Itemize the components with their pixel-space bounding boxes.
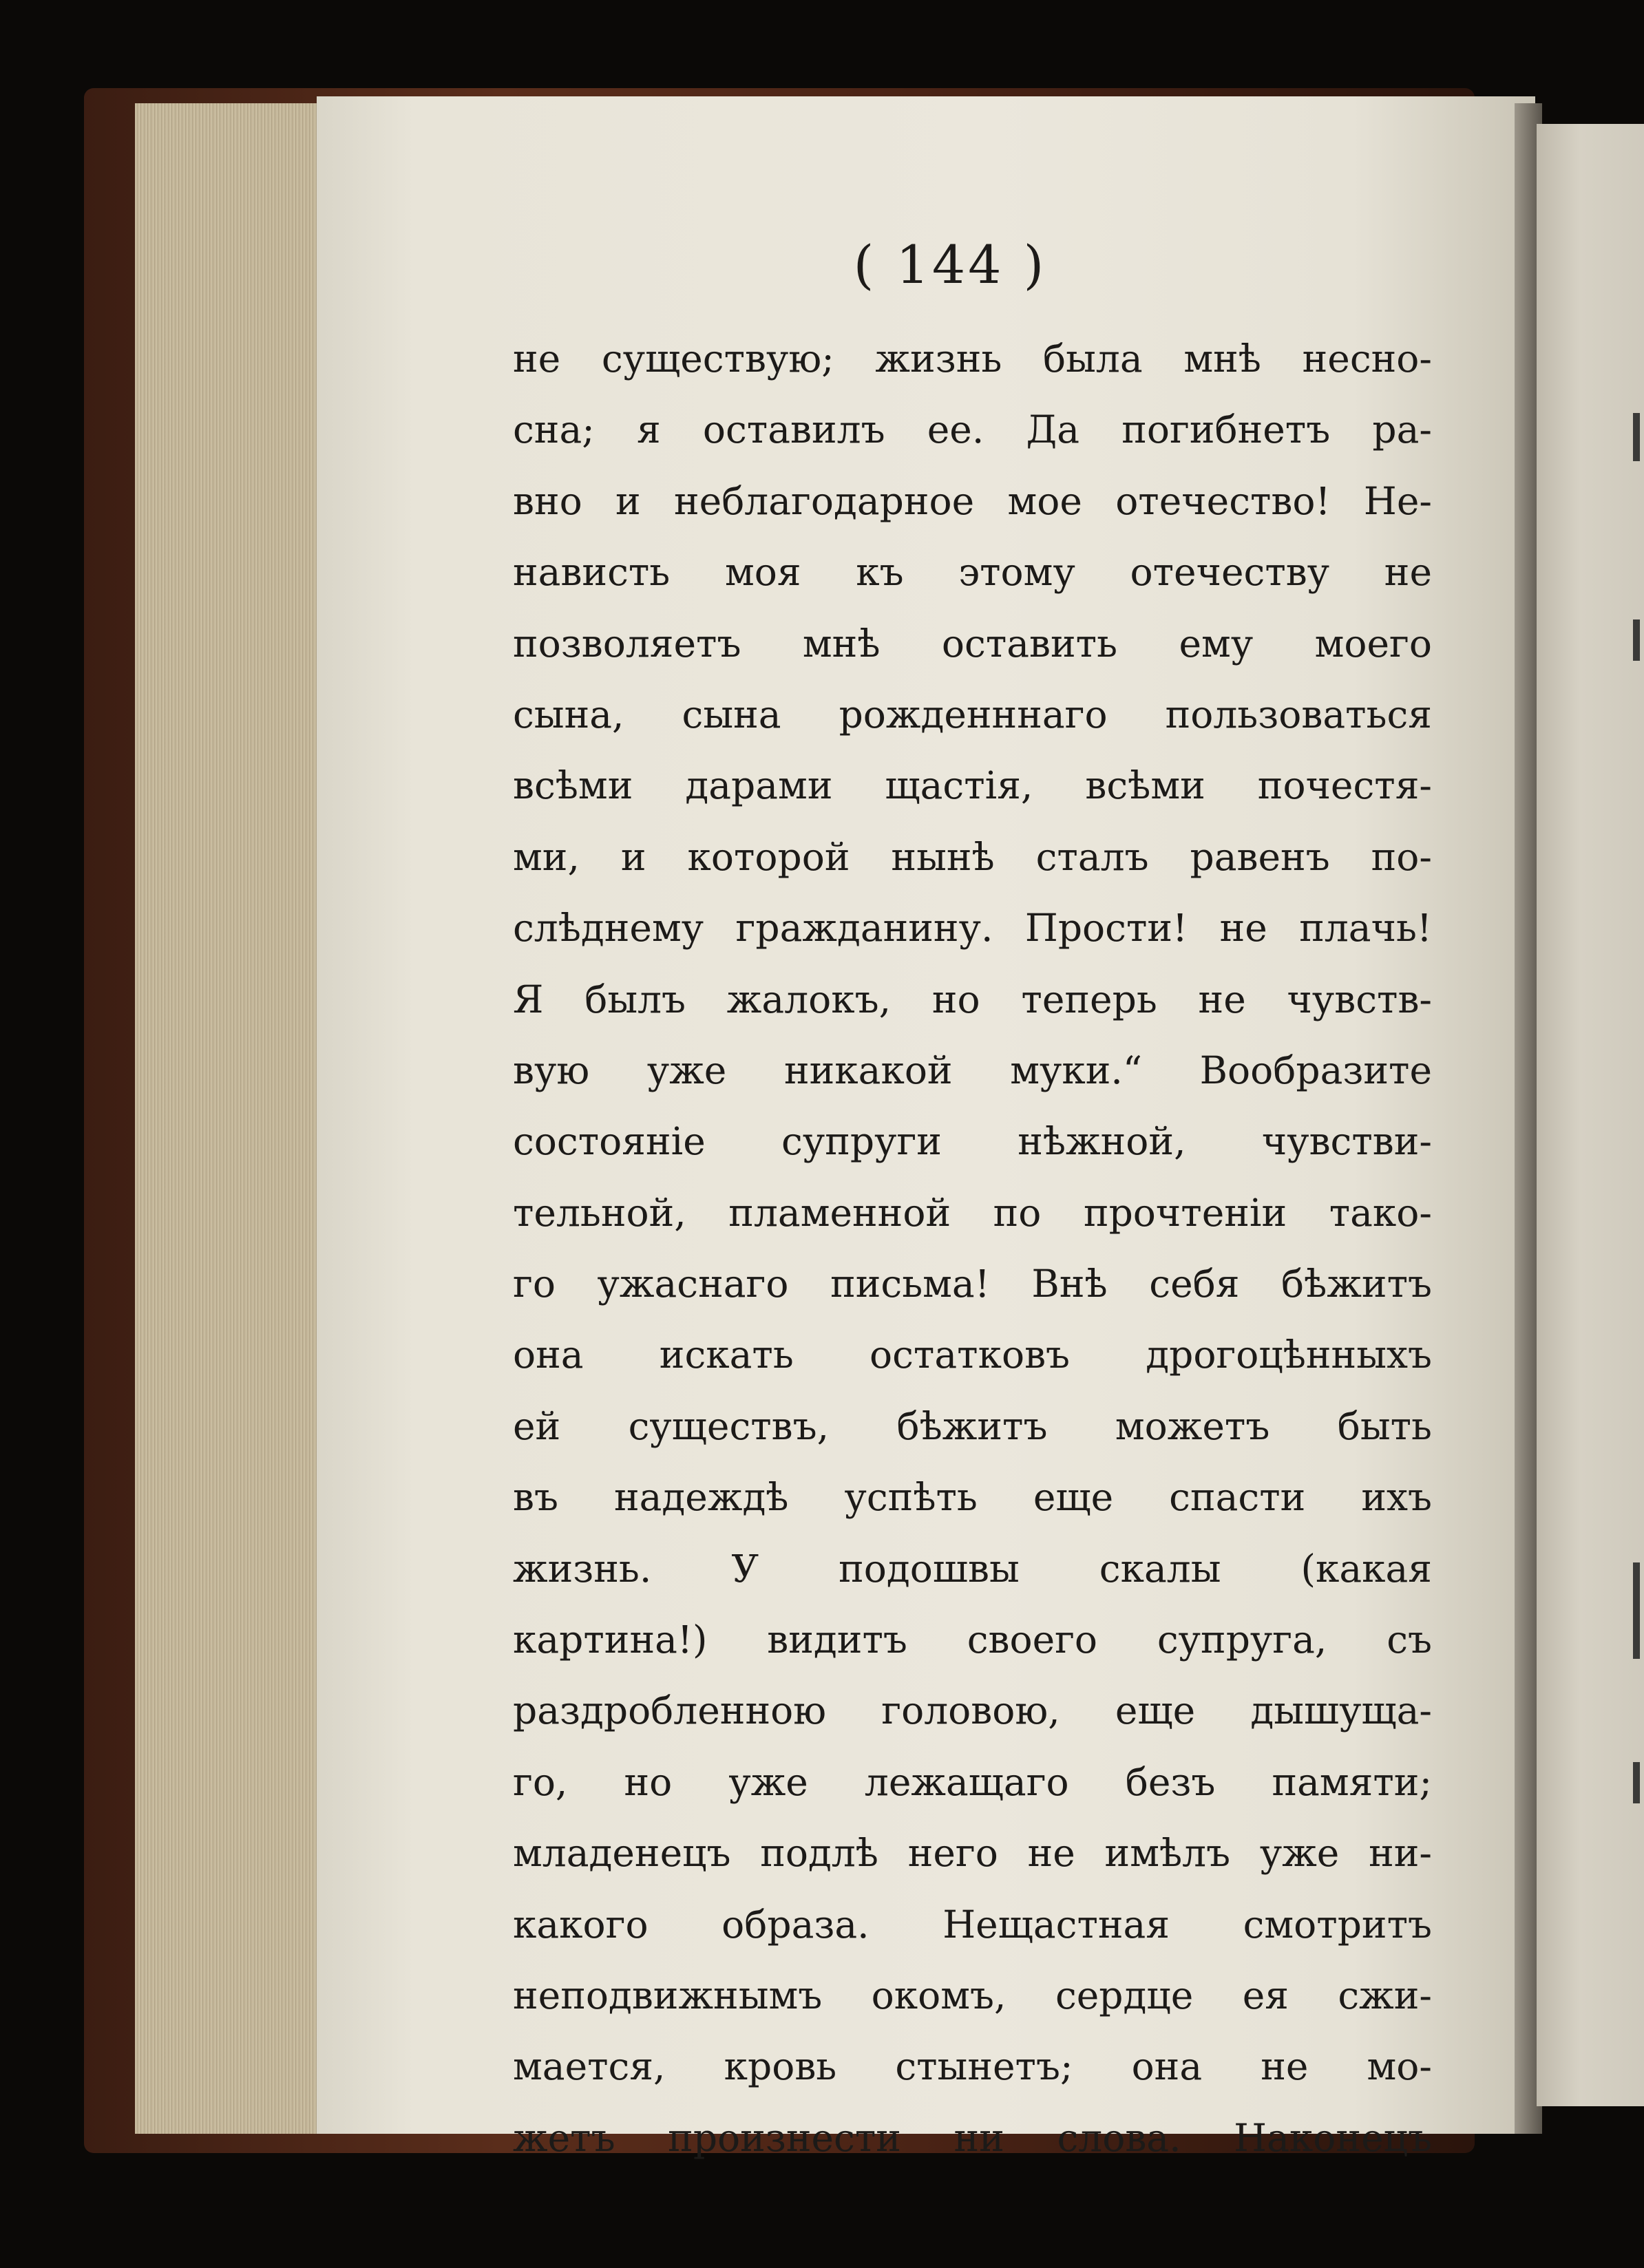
text-line: сына, сына рожденннаго пользоваться <box>513 692 1432 736</box>
text-line: го ужаснаго письма! Внѣ себя бѣжитъ <box>513 1262 1432 1306</box>
text-line: жетъ произнести ни слова. Наконецъ <box>513 2115 1432 2160</box>
text-line: ми, и которой нынѣ сталъ равенъ по- <box>513 834 1432 879</box>
facing-page-ink-mark <box>1633 413 1640 461</box>
text-line: какого образа. Нещастная смотритъ <box>513 1902 1432 1947</box>
facing-page-ink-mark <box>1633 1762 1640 1803</box>
facing-page-ink-mark <box>1633 1562 1640 1659</box>
text-line: неподвижнымъ окомъ, сердце ея сжи- <box>513 1973 1432 2017</box>
page-edges <box>135 103 323 2134</box>
text-line: жизнь. У подошвы скалы (какая <box>513 1546 1432 1591</box>
text-line: раздробленною головою, еще дышуща- <box>513 1688 1432 1733</box>
text-line: слѣднему гражданину. Прости! не плачь! <box>513 906 1432 951</box>
text-line: сна; я оставилъ ее. Да погибнетъ ра- <box>513 407 1432 452</box>
text-line: ей существъ, бѣжитъ можетъ быть <box>513 1403 1432 1448</box>
text-line: младенецъ подлѣ него не имѣлъ уже ни- <box>513 1831 1432 1876</box>
text-line: она искать остатковъ дрогоцѣнныхъ <box>513 1333 1432 1377</box>
text-line: состояніе супруги нѣжной, чувстви- <box>513 1119 1432 1164</box>
page-number: ( 144 ) <box>853 234 1047 295</box>
page-header <box>0 227 1644 303</box>
text-line: тельной, пламенной по прочтеніи тако- <box>513 1190 1432 1235</box>
text-line: вую уже никакой муки.“ Вообразите <box>513 1048 1432 1092</box>
text-line: го, но уже лежащаго безъ памяти; <box>513 1759 1432 1804</box>
body-text <box>513 324 1432 2174</box>
text-line: всѣми дарами щастія, всѣми почестя- <box>513 763 1432 808</box>
facing-page-ink-mark <box>1633 619 1640 661</box>
text-line: картина!) видитъ своего супруга, съ <box>513 1618 1432 1662</box>
facing-page-edge <box>1537 124 1644 2106</box>
text-line: нависть моя къ этому отечеству не <box>513 550 1432 595</box>
text-line: позволяетъ мнѣ оставить ему моего <box>513 621 1432 666</box>
text-line: мается, кровь стынетъ; она не мо- <box>513 2044 1432 2089</box>
text-line: Я былъ жалокъ, но теперь не чувств- <box>513 977 1432 1021</box>
text-line: не существую; жизнь была мнѣ несно- <box>513 337 1432 381</box>
text-line: вно и неблагодарное мое отечество! Не- <box>513 478 1432 523</box>
text-line: въ надеждѣ успѣть еще спасти ихъ <box>513 1475 1432 1520</box>
